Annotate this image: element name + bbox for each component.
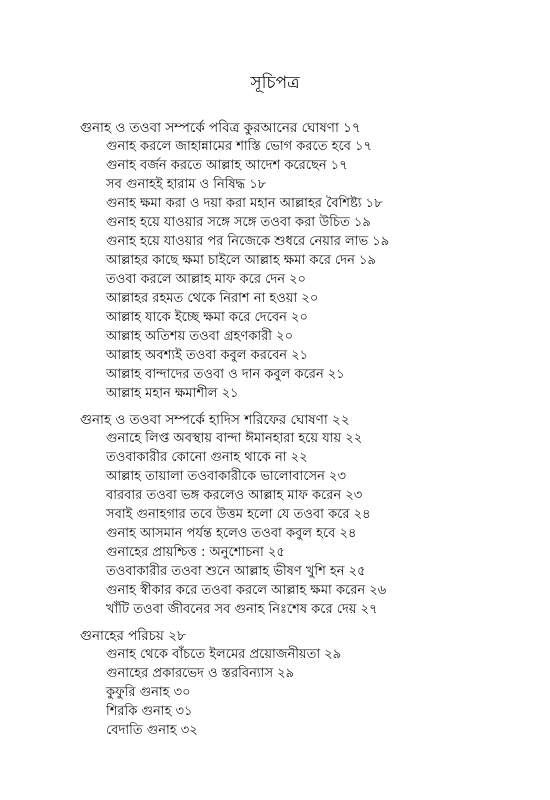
toc-entry: তওবাকারীর কোনো গুনাহ থাকে না ২২ — [106, 450, 308, 465]
toc-entry: গুনাহ থেকে বাঁচতে ইলমের প্রয়োজনীয়তা ২৯ — [106, 647, 342, 662]
toc-entry: বারবার তওবা ভঙ্গ করলেও আল্লাহ মাফ করেন ২৩ — [106, 488, 363, 503]
toc-entry: আল্লাহ বান্দাদের তওবা ও দান কবুল করেন ২১ — [106, 367, 345, 382]
toc-entry: আল্লাহর কাছে ক্ষমা চাইলে আল্লাহ ক্ষমা করে দেন ১৯ — [106, 253, 376, 268]
page-title: সূচিপত্র — [250, 73, 300, 93]
toc-entry: খাঁটি তওবা জীবনের সব গুনাহ নিঃশেষ করে দেয় ২৭ — [106, 602, 378, 617]
toc-entry: গুনাহ বর্জন করতে আল্লাহ আদেশ করেছেন ১৭ — [106, 158, 348, 173]
toc-entry: তওবাকারীর তওবা শুনে আল্লাহ ভীষণ খুশি হন ২৫ — [106, 564, 366, 579]
toc-entry: গুনাহ করলে জাহান্নামের শাস্তি ভোগ করতে হবে ১৭ — [106, 139, 372, 154]
toc-entry: আল্লাহ অবশ্যই তওবা কবুল করবেন ২১ — [106, 348, 309, 363]
toc-entry: গুনাহ স্বীকার করে তওবা করলে আল্লাহ ক্ষমা করেন ২৬ — [106, 583, 387, 598]
toc-entry: বেদাতি গুনাহ ৩২ — [106, 723, 198, 738]
toc-entry: আল্লাহ অতিশয় তওবা গ্রহণকারী ২০ — [106, 329, 294, 344]
toc-entry: গুনাহের প্রায়শ্চিত্ত : অনুশোচনা ২৫ — [106, 545, 285, 560]
toc-entry: আল্লাহ মহান ক্ষমাশীল ২১ — [106, 386, 239, 401]
toc-entry: সবাই গুনাহগার তবে উত্তম হলো যে তওবা করে ২৪ — [106, 507, 371, 522]
toc-entry: গুনাহ হয়ে যাওয়ার সঙ্গে সঙ্গে তওবা করা উচিত ১৯ — [106, 215, 371, 230]
toc-entry: শিরকি গুনাহ ৩১ — [106, 704, 193, 719]
toc-entry: সব গুনাহই হারাম ও নিষিদ্ধ ১৮ — [106, 177, 267, 192]
toc-entry: আল্লাহ তায়ালা তওবাকারীকে ভালোবাসেন ২৩ — [106, 469, 346, 484]
section-heading: গুনাহ ও তওবা সম্পর্কে পবিত্র কুরআনের ঘোষণা ১৭ — [80, 120, 361, 136]
toc-entry: তওবা করলে আল্লাহ মাফ করে দেন ২০ — [106, 272, 307, 287]
toc-entry: কুফুরি গুনাহ ৩০ — [106, 685, 191, 700]
toc-entry: আল্লাহ যাকে ইচ্ছে ক্ষমা করে দেবেন ২০ — [106, 310, 308, 325]
toc-entry: গুনাহ হয়ে যাওয়ার পর নিজেকে শুধরে নেয়ার লাভ ১৯ — [106, 234, 390, 249]
toc-entry: গুনাহ ক্ষমা করা ও দয়া করা মহান আল্লাহর বৈশিষ্ট্য ১৮ — [106, 196, 383, 211]
toc-entry: আল্লাহর রহমত থেকে নিরাশ না হওয়া ২০ — [106, 291, 319, 306]
section-heading: গুনাহ ও তওবা সম্পর্কে হাদিস শরিফের ঘোষণা ২২ — [80, 412, 350, 428]
toc-entry: গুনাহ আসমান পর্যন্ত হলেও তওবা কবুল হবে ২৪ — [106, 526, 357, 541]
section-heading: গুনাহের পরিচয় ২৮ — [80, 628, 186, 644]
toc-entry: গুনাহের প্রকারভেদ ও স্তরবিন্যাস ২৯ — [106, 666, 295, 681]
toc-entry: গুনাহে লিপ্ত অবস্থায় বান্দা ঈমানহারা হয়ে যায় ২২ — [106, 431, 363, 446]
